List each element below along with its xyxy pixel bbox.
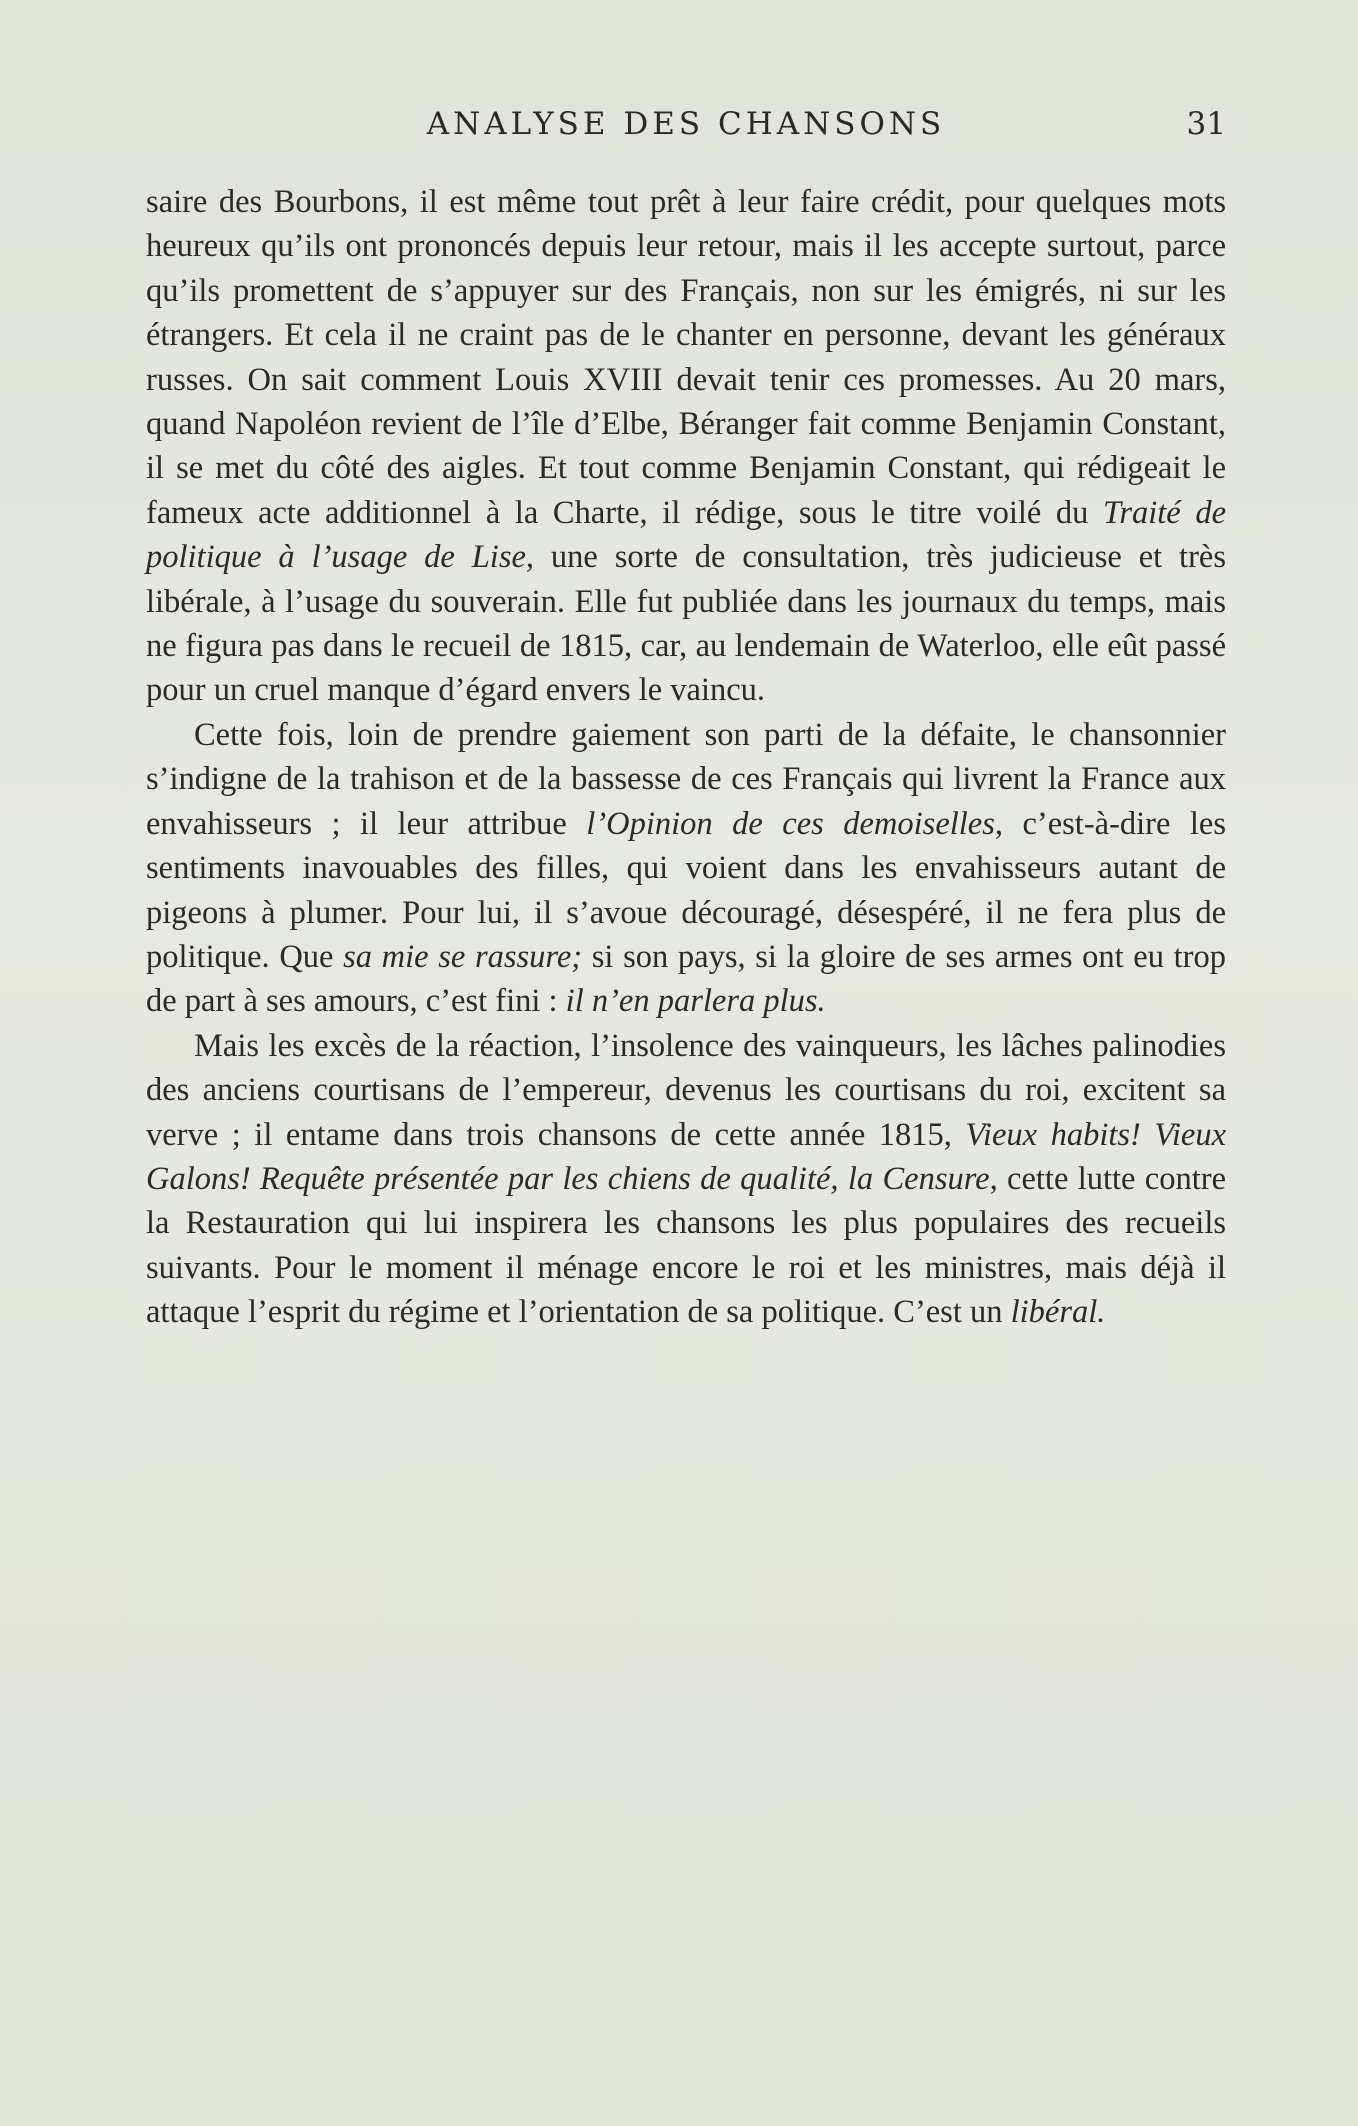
text-segment: si son pays, si la gloire de ses armes ont eu trop de part à ses amours, c’est fini :: [146, 938, 1226, 1020]
italic-title: Vieux habits! Vieux Galons! Requête présentée par les chiens de qualité, la Censure: [146, 1116, 1226, 1197]
paragraph-2: [146, 713, 1226, 1024]
italic-phrase: il n’en parlera plus.: [565, 983, 826, 1020]
text-segment: Mais les excès de la réaction, l’insolence des vainqueurs, les lâches palinodies des anciens courtisans de l’empereur, devenus les courtisans du roi, excitent sa verve ; il entame dans trois chansons de cette année 1815,: [146, 1027, 1226, 1153]
italic-title: l’Opinion de ces demoiselles: [586, 805, 995, 842]
text-segment: , cette lutte contre la Restauration qui lui inspirera les chansons les plus populaires des recueils suivants. Pour le moment il ménage encore le roi et les ministres, mais déjà il attaque l’esprit du régime et l’orientation de sa politique. C’est un: [146, 1160, 1226, 1331]
text-segment: , une sorte de consultation, très judicieuse et très libérale, à l’usage du souverain. Elle fut publiée dans les journaux du temps, mais ne figura pas dans le recueil de 1815, car, au lendemain de Waterloo, elle eût passé pour un cruel manque d’égard envers le vaincu.: [146, 539, 1226, 709]
italic-phrase: libéral.: [1010, 1294, 1106, 1331]
text-segment: Cette fois, loin de prendre gaiement son parti de la défaite, le chansonnier s’indigne de la trahison et de la bassesse de ces Français qui livrent la France aux envahisseurs ; il leur attribue: [146, 716, 1226, 842]
text-segment: , c’est-à-dire les sentiments inavouables des filles, qui voient dans les envahisseurs autant de pigeons à plumer. Pour lui, il s’avoue découragé, désespéré, il ne fera plus de politique. Que: [146, 805, 1227, 975]
page-header: [146, 106, 1226, 154]
running-title: ANALYSE DES CHANSONS: [426, 106, 946, 142]
italic-phrase: sa mie se rassure;: [343, 938, 583, 975]
paragraph-1: [146, 180, 1226, 713]
text-segment: saire des Bourbons, il est même tout prêt à leur faire crédit, pour quelques mots heureux qu’ils ont prononcés depuis leur retour, mais il les accepte surtout, parce qu’ils promettent de s’appuyer sur des Français, non sur les émigrés, ni sur les étrangers. Et cela il ne craint pas de le chanter en personne, devant les généraux russes. On sait comment Louis XVIII devait tenir ces promesses. Au 20 mars, quand Napoléon revient de l’île d’Elbe, Béranger fait comme Benjamin Constant, il se met du côté des aigles. Et tout comme Benjamin Constant, qui rédigeait le fameux acte additionnel à la Charte, il rédige, sous le titre voilé du: [146, 184, 1226, 531]
page-number: 31: [1186, 106, 1226, 142]
italic-title: Traité de politique à l’usage de Lise: [146, 494, 1226, 576]
paragraph-3: [146, 1024, 1226, 1335]
body-text: [146, 180, 1226, 1335]
